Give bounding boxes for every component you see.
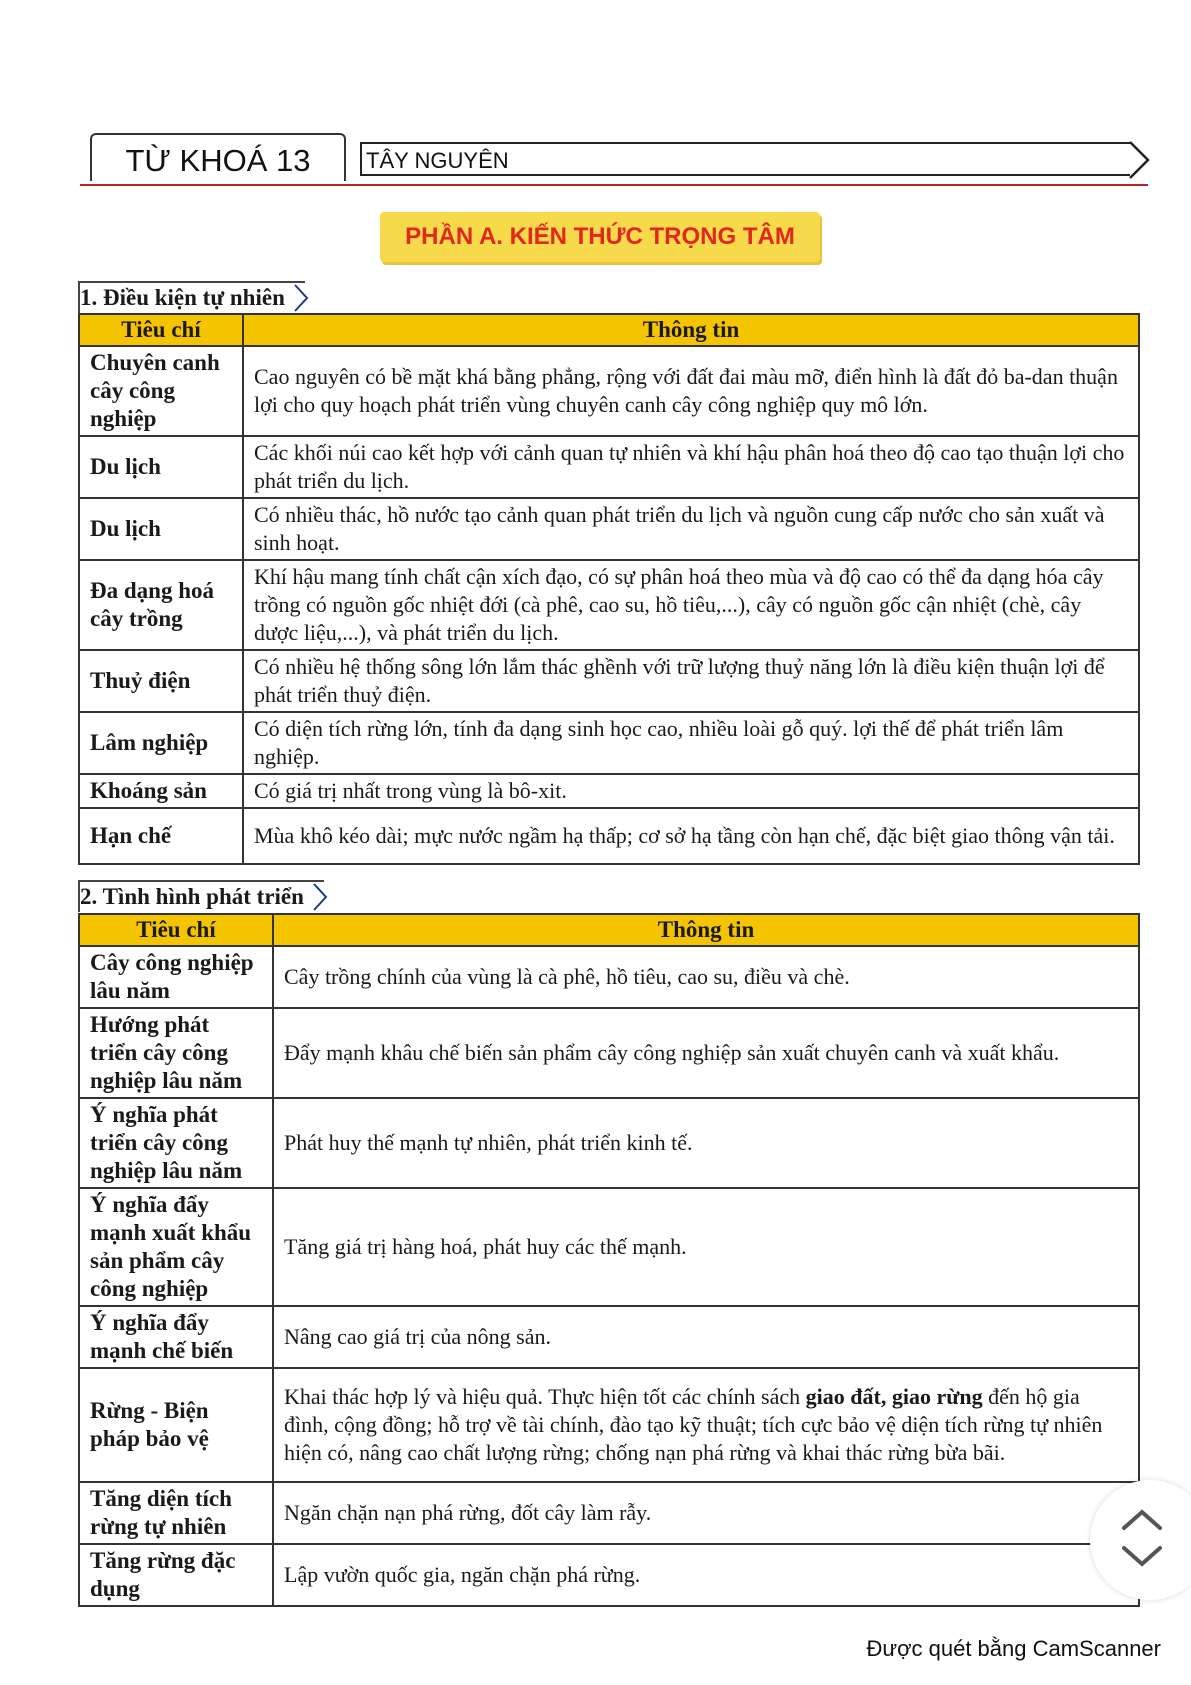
info-cell: Có nhiều thác, hồ nước tạo cảnh quan phát triển du lịch và nguồn cung cấp nước cho sản xuất và sinh hoạt. — [243, 498, 1139, 560]
chevron-up-down-icon[interactable] — [1120, 1506, 1164, 1570]
info-cell: Phát huy thế mạnh tự nhiên, phát triển kinh tế. — [273, 1098, 1139, 1188]
table-row — [79, 498, 1139, 560]
criteria-cell: Đa dạng hoá cây trồng — [79, 560, 243, 650]
table-row — [79, 436, 1139, 498]
chevron-right-icon — [293, 283, 309, 313]
table-row — [79, 1482, 1139, 1544]
info-bold-text: giao đất, giao rừng — [805, 1384, 983, 1409]
criteria-cell: Khoáng sản — [79, 774, 243, 808]
criteria-cell: Ý nghĩa phát triển cây công nghiệp lâu năm — [79, 1098, 273, 1188]
table-row — [79, 946, 1139, 1008]
chevron-right-icon — [1128, 140, 1152, 180]
section-banner: PHẦN A. KIẾN THỨC TRỌNG TÂM — [380, 212, 820, 262]
table-row — [79, 774, 1139, 808]
natural-conditions-table — [78, 313, 1140, 865]
info-text: Khai thác hợp lý và hiệu quả. Thực hiện tốt các chính sách — [284, 1384, 806, 1409]
topic-title: TÂY NGUYÊN — [360, 142, 1130, 176]
info-cell — [273, 1368, 1139, 1482]
criteria-cell: Tăng rừng đặc dụng — [79, 1544, 273, 1606]
criteria-cell: Cây công nghiệp lâu năm — [79, 946, 273, 1008]
info-cell: Các khối núi cao kết hợp với cảnh quan tự nhiên và khí hậu phân hoá theo độ cao tạo thuận lợi cho phát triển du lịch. — [243, 436, 1139, 498]
header-divider — [80, 184, 1148, 186]
table-row — [79, 808, 1139, 864]
info-cell: Cây trồng chính của vùng là cà phê, hồ tiêu, cao su, điều và chè. — [273, 946, 1139, 1008]
column-header-info: Thông tin — [273, 914, 1139, 946]
info-cell: Đẩy mạnh khâu chế biến sản phẩm cây công nghiệp sản xuất chuyên canh và xuất khẩu. — [273, 1008, 1139, 1098]
criteria-cell: Du lịch — [79, 498, 243, 560]
table-row — [79, 1188, 1139, 1306]
table-row — [79, 560, 1139, 650]
column-header-criteria: Tiêu chí — [79, 314, 243, 346]
info-cell: Ngăn chặn nạn phá rừng, đốt cây làm rẫy. — [273, 1482, 1139, 1544]
criteria-cell: Tăng diện tích rừng tự nhiên — [79, 1482, 273, 1544]
info-cell: Cao nguyên có bề mặt khá bằng phẳng, rộng với đất đai màu mỡ, điển hình là đất đỏ ba-dan thuận lợi cho quy hoạch phát triển vùng chuyên canh cây công nghiệp quy mô lớn. — [243, 346, 1139, 436]
part1-title — [78, 281, 305, 313]
table-row — [79, 1008, 1139, 1098]
table-row — [79, 712, 1139, 774]
info-cell: Có giá trị nhất trong vùng là bô-xit. — [243, 774, 1139, 808]
criteria-cell: Hạn chế — [79, 808, 243, 864]
scanner-watermark: Được quét bằng CamScanner — [866, 1636, 1161, 1661]
chevron-right-icon — [312, 882, 328, 912]
part2-title-text: 2. Tình hình phát triển — [80, 884, 304, 909]
table-header-row — [79, 314, 1139, 346]
info-cell: Có nhiều hệ thống sông lớn lắm thác ghềnh với trữ lượng thuỷ năng lớn là điều kiện thuận lợi để phát triển thuỷ điện. — [243, 650, 1139, 712]
header — [80, 130, 1160, 182]
criteria-cell: Du lịch — [79, 436, 243, 498]
table-row — [79, 1098, 1139, 1188]
info-cell: Tăng giá trị hàng hoá, phát huy các thế mạnh. — [273, 1188, 1139, 1306]
table-row — [79, 650, 1139, 712]
info-cell: Mùa khô kéo dài; mực nước ngầm hạ thấp; cơ sở hạ tầng còn hạn chế, đặc biệt giao thông vận tải. — [243, 808, 1139, 864]
table-header-row — [79, 914, 1139, 946]
table-row — [79, 1368, 1139, 1482]
criteria-cell: Ý nghĩa đẩy mạnh chế biến — [79, 1306, 273, 1368]
column-header-info: Thông tin — [243, 314, 1139, 346]
table-row — [79, 1306, 1139, 1368]
keyword-label: TỪ KHOÁ 13 — [90, 133, 346, 181]
info-cell: Khí hậu mang tính chất cận xích đạo, có sự phân hoá theo mùa và độ cao có thể đa dạng hóa cây trồng có nguồn gốc nhiệt đới (cà phê, cao su, hồ tiêu,...), cây có nguồn gốc cận nhiệt (chè, cây dược liệu,...), và phát triển du lịch. — [243, 560, 1139, 650]
table-row — [79, 346, 1139, 436]
info-cell: Có diện tích rừng lớn, tính đa dạng sinh học cao, nhiều loài gỗ quý. lợi thế để phát triển lâm nghiệp. — [243, 712, 1139, 774]
development-table — [78, 913, 1140, 1607]
part2-title — [78, 880, 324, 912]
criteria-cell: Ý nghĩa đẩy mạnh xuất khẩu sản phẩm cây công nghiệp — [79, 1188, 273, 1306]
criteria-cell: Lâm nghiệp — [79, 712, 243, 774]
column-header-criteria: Tiêu chí — [79, 914, 273, 946]
info-cell: Lập vườn quốc gia, ngăn chặn phá rừng. — [273, 1544, 1139, 1606]
criteria-cell: Hướng phát triển cây công nghiệp lâu năm — [79, 1008, 273, 1098]
criteria-cell: Thuỷ điện — [79, 650, 243, 712]
info-cell: Nâng cao giá trị của nông sản. — [273, 1306, 1139, 1368]
info-text: đến hộ gia đình, cộng đồng; hỗ trợ về tài chính, đào tạo kỹ thuật; tích cực bảo vệ diện tích rừng tự nhiên hiện có, nâng cao chất lượng rừng; chống nạn phá rừng và khai thác rừng bừa bãi. — [284, 1384, 1103, 1465]
part1-title-text: 1. Điều kiện tự nhiên — [80, 285, 285, 310]
table-row — [79, 1544, 1139, 1606]
criteria-cell: Rừng - Biện pháp bảo vệ — [79, 1368, 273, 1482]
criteria-cell: Chuyên canh cây công nghiệp — [79, 346, 243, 436]
